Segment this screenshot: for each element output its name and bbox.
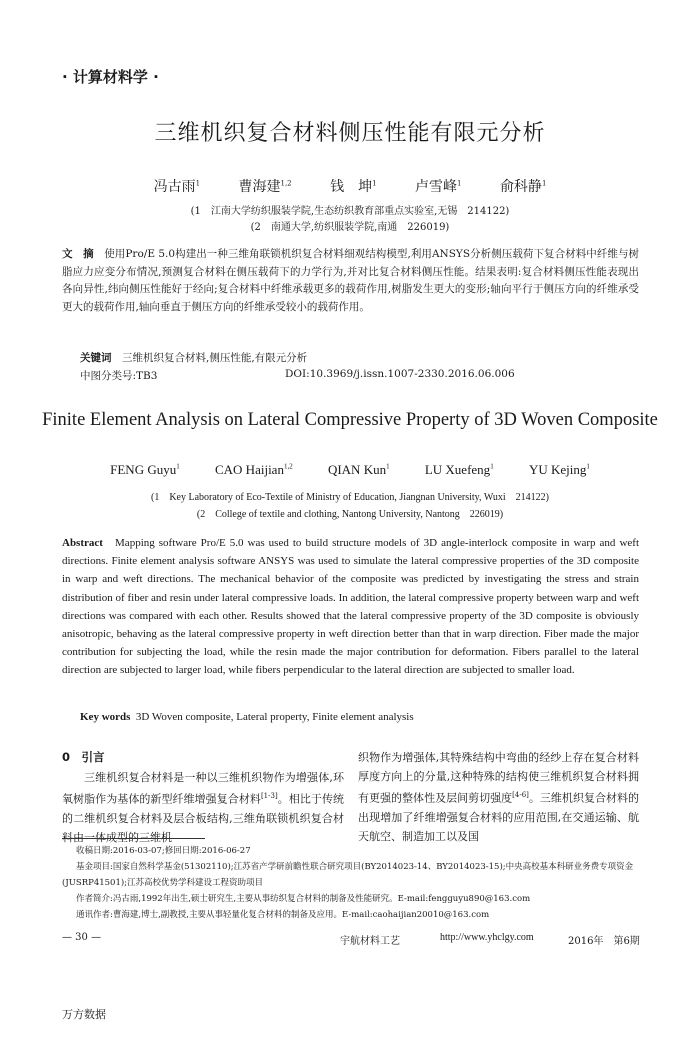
journal-name: 宇航材料工艺 (340, 936, 400, 947)
keywords-en (80, 711, 414, 723)
abstract-cn-text: 使用Pro/E 5.0构建出一种三维角联锁机织复合材料细观结构模型,利用ANSYS分析侧压载荷下复合材料中纤维与树脂应力应变分布情况,预测复合材料在侧压载荷下的力学行为,并对比复合材料侧压性能。结果表明:复合材料侧压性能表现出各向异性,纬向侧压性能好于经向;复合材料中纤维承载更多的载荷作用,树脂发生更大的变形;轴向平行于侧压方向的纤维承受更大的载荷作用,轴向垂直于侧压方向的纤维承受较小的载荷作用。 (62, 248, 640, 313)
author-en: LU Xuefeng$^1$ (424, 462, 494, 477)
body-left-column (62, 748, 344, 847)
title-en: Finite Element Analysis on Lateral Compressive Property of 3D Woven Composite (42, 410, 658, 430)
author-en: CAO Haijian$^{1,2}$ (214, 462, 293, 477)
clc-value: TB3 (136, 370, 158, 382)
footnote-funding: 基金项目:国家自然科学基金(51302110);江苏省产学研前瞻性联合研究项目(BY2014023-14、BY2014023-15);中央高校基本科研业务费专项资金(JUSRP41501);江苏高校优势学科建设工程资助项目 (62, 862, 634, 888)
footnote-rule (62, 838, 205, 839)
doi: DOI:10.3969/j.issn.1007-2330.2016.06.006 (285, 368, 515, 380)
section-tag: · 计算材料学 · (62, 68, 159, 86)
keywords-cn-label: 关键词 (80, 352, 112, 364)
author-cn: 冯古雨$^1$ (153, 179, 201, 195)
abstract-cn-label: 文 摘 (62, 248, 94, 260)
author-cn: 曹海建$^{1,2}$ (238, 179, 292, 195)
footnote-dates: 收稿日期:2016-03-07;修回日期:2016-06-27 (76, 846, 251, 856)
body-right-column: 织物作为增强体,其特殊结构中弯曲的经纱上存在复合材料厚度方向上的分量,这种特殊的结构使三维机织复合材料拥有更强的整体性及层间剪切强度[4-6]。三维机织复合材料的出现增加了纤维增强复合材料的应用范围,在交通运输、航天航空、制造加工以及国 (358, 751, 640, 843)
footnote-author: 作者简介:冯古雨,1992年出生,硕士研究生,主要从事纺织复合材料的制备及性能研究。E-mail:fengguyu890@163.com (76, 894, 531, 904)
clc-label: 中图分类号: (80, 370, 137, 382)
keywords-cn-text: 三维机织复合材料,侧压性能,有限元分析 (122, 352, 308, 364)
citation: [1-3] (260, 792, 278, 800)
author-cn: 卢雪峰$^1$ (415, 179, 462, 195)
affiliation-cn-2: (2 南通大学,纺织服装学院,南通 226019) (250, 222, 450, 233)
footnote-corresponding: 通讯作者:曹海建,博士,副教授,主要从事轻量化复合材料的制备及应用。E-mail:caohaijian20010@163.com (76, 910, 490, 920)
intro-paragraph: 三维机织复合材料是一种以三维机织物作为增强体,环氧树脂作为基体的新型纤维增强复合材料[1-3]。相比于传统的二维机织复合材料及层合板结构,三维角联锁机织复合材料由一体成型的三维机 (62, 771, 345, 844)
author-en: FENG Guyu$^1$ (110, 462, 180, 477)
abstract-en (62, 534, 639, 680)
author-cn: 俞科静$^1$ (499, 179, 547, 195)
keywords-en-label: Key words (80, 711, 131, 723)
page-number: — 30 — (62, 932, 102, 943)
abstract-en-text: Mapping software Pro/E 5.0 was used to build structure models of 3D angle-interlock composite in warp and weft directions. Finite element analysis software ANSYS was used to simulate the lateral compressive properties of the 3D composite in warp and weft directions. The mechanical behavior of the composite was predicted by investigating the stress and strain distribution of fiber and resin under lateral compressive loads. In addition, the lateral compressive property between warp and weft directions was compared with each other. Results showed that the lateral compressive property of the 3D composite is obviously anisotropic, behaving as the lateral compressive property in weft direction better than that in warp direction. Fiber made the major contribution for subjecting the load, while the resin made the major contribution for deformation. Fibers parallel to the lateral direction are subjected to larger load, while fibers perpendicular to the lateral direction are subjected to smaller load. (62, 537, 640, 677)
keywords-en-text: 3D Woven composite, Lateral property, Finite element analysis (135, 711, 414, 723)
abstract-cn (62, 246, 639, 316)
authors-cn (0, 176, 700, 196)
journal-website: http://www.yhclgy.com (440, 932, 534, 943)
citation: [4-6] (512, 791, 529, 799)
intro-heading: 0 引言 (62, 750, 105, 764)
authors-en (0, 462, 700, 478)
watermark: 万方数据 (62, 1008, 106, 1021)
journal-issue: 2016年 第6期 (568, 936, 640, 947)
author-en: YU Kejing$^1$ (528, 462, 590, 477)
affiliation-cn-1: (1 江南大学纺织服装学院,生态纺织教育部重点实验室,无锡 214122) (190, 206, 510, 217)
author-en: QIAN Kun$^1$ (327, 462, 390, 477)
title-cn: 三维机织复合材料侧压性能有限元分析 (154, 121, 546, 146)
footnotes (62, 843, 639, 923)
affiliation-en-1: (1 Key Laboratory of Eco-Textile of Ministry of Education, Jiangnan University, Wuxi 214122) (151, 492, 549, 503)
author-cn: 钱 坤$^1$ (330, 179, 377, 195)
abstract-en-label: Abstract (62, 537, 103, 549)
clc-number (80, 368, 157, 383)
affiliation-en-2: (2 College of textile and clothing, Nantong University, Nantong 226019) (196, 509, 504, 520)
keywords-cn (80, 350, 307, 365)
